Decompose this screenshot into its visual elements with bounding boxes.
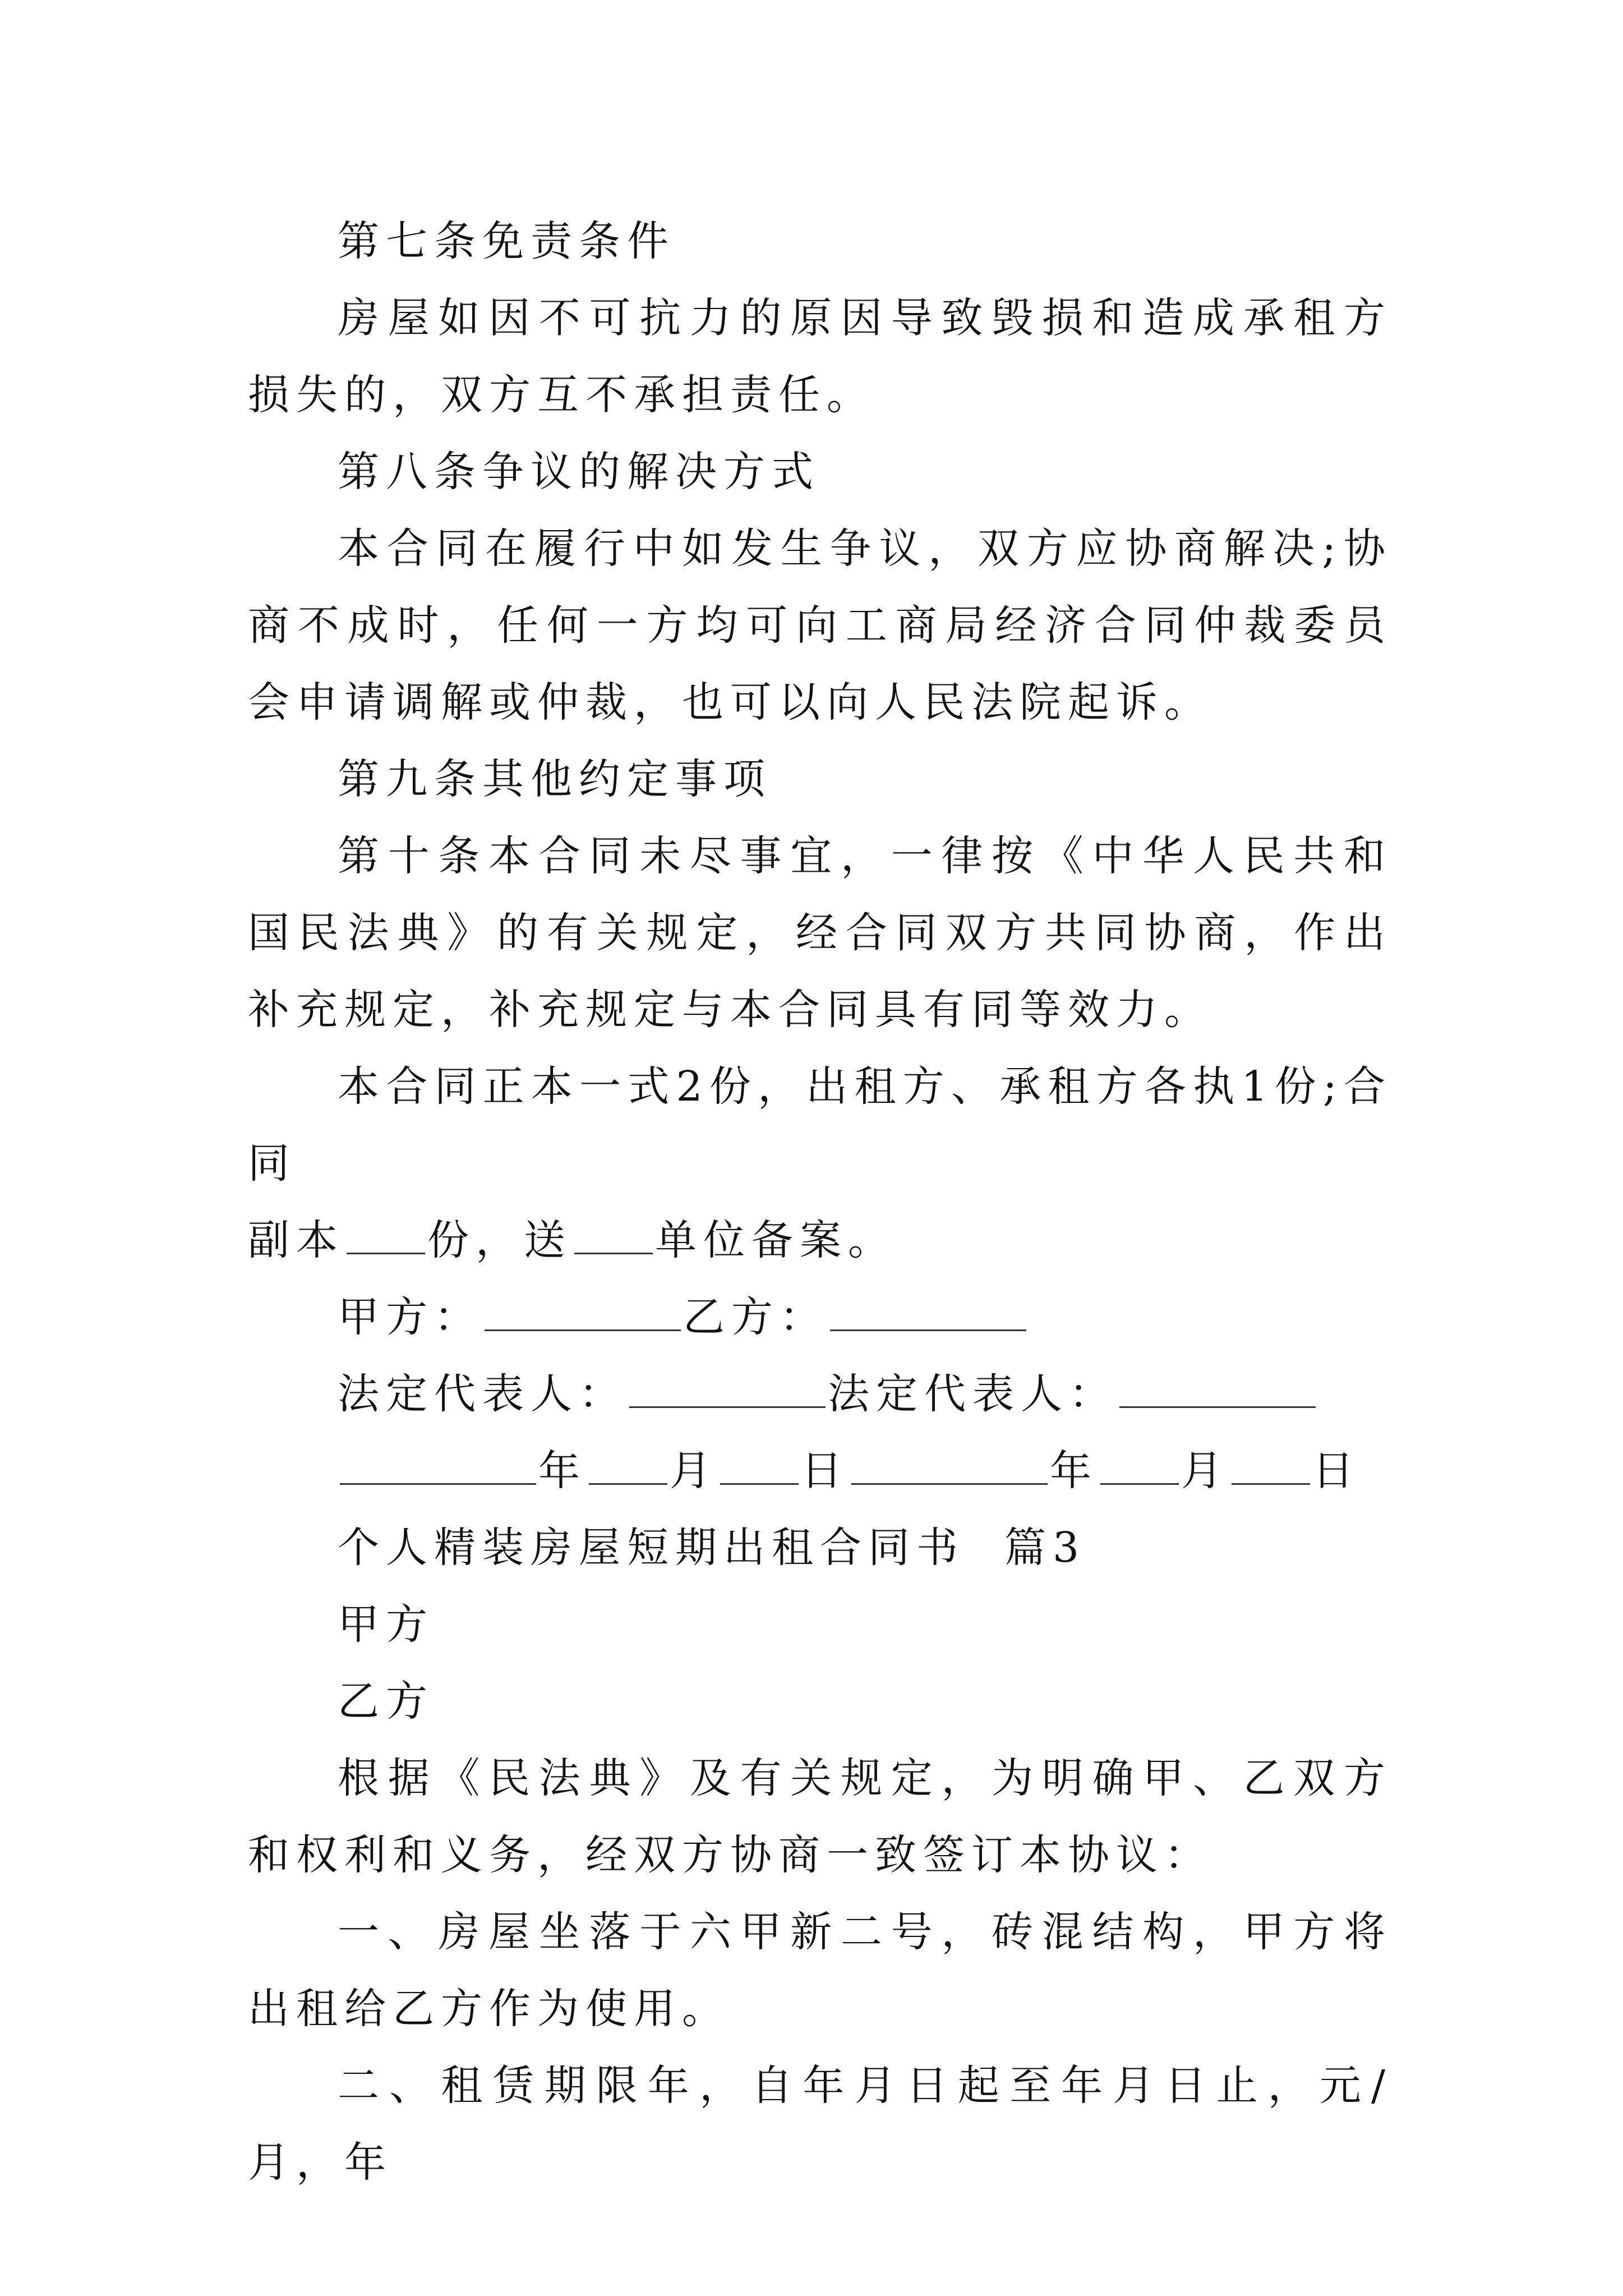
- rep-b-label: 法定代表人：: [828, 1370, 1117, 1418]
- article-8-heading: 第八条争议的解决方式: [338, 448, 820, 496]
- date-day: 日: [801, 1447, 849, 1495]
- article-7-heading: 第七条免责条件: [338, 217, 675, 265]
- section-3-title: 个人精装房屋短期出租合同书 篇3: [338, 1524, 1086, 1572]
- date-month-2: 月: [1181, 1447, 1229, 1495]
- copies-text: 本合同正本一式2份，出租方、承租方各执1份;合同: [248, 1062, 1392, 1188]
- article-8-body: 本合同在履行中如发生争议，双方应协商解决;协商不成时，任何一方均可向工商局经济合同仲裁委员会申请调解或仲裁，也可以向人民法院起诉。: [248, 524, 1392, 726]
- clause-1: 一、房屋坐落于六甲新二号，砖混结构，甲方将出租给乙方作为使用。: [248, 1908, 1392, 2033]
- date-day-2: 日: [1312, 1447, 1361, 1495]
- article-7-body: 房屋如因不可抗力的原因导致毁损和造成承租方损失的，双方互不承担责任。: [248, 294, 1392, 419]
- blank-line: [347, 1205, 425, 1254]
- rep-a-label: 法定代表人：: [338, 1370, 627, 1418]
- article-9-heading: 第九条其他约定事项: [338, 755, 772, 803]
- copies-line-2: [248, 1202, 1392, 1279]
- blank-line: [485, 1282, 681, 1331]
- date-row: [248, 1433, 1392, 1510]
- preamble: 根据《民法典》及有关规定，为明确甲、乙双方和权利和义务，经双方协商一致签订本协议：: [248, 1754, 1392, 1879]
- blank-line: [1232, 1436, 1310, 1485]
- representative-row: [248, 1356, 1392, 1433]
- blank-line: [629, 1359, 826, 1408]
- copies-clause: [248, 1048, 1392, 1202]
- article-10-body: 第十条本合同未尽事宜，一律按《中华人民共和国民法典》的有关规定，经合同双方共同协商，作出补充规定，补充规定与本合同具有同等效力。: [248, 832, 1392, 1034]
- blank-line: [340, 1436, 536, 1485]
- blank-line: [830, 1282, 1026, 1331]
- blank-line: [1119, 1359, 1316, 1408]
- blank-line: [851, 1436, 1048, 1485]
- document-body: [248, 203, 1392, 2201]
- date-year-2: 年: [1050, 1447, 1098, 1495]
- copies-text-c: 单位备案。: [655, 1216, 896, 1264]
- party-signature-row: [248, 1279, 1392, 1356]
- party-a-label: 甲方：: [338, 1293, 482, 1341]
- date-year: 年: [538, 1447, 587, 1495]
- copies-text-a: 副本: [248, 1216, 344, 1264]
- blank-line: [589, 1436, 667, 1485]
- clause-2: 二、租赁期限年，自年月日起至年月日止，元/月，年: [248, 2062, 1392, 2187]
- blank-line: [574, 1205, 653, 1254]
- date-month: 月: [670, 1447, 718, 1495]
- party-a: 甲方: [338, 1600, 434, 1649]
- party-b: 乙方: [338, 1677, 434, 1726]
- copies-text-b: 份，送: [427, 1216, 572, 1264]
- blank-line: [1100, 1436, 1179, 1485]
- party-b-label: 乙方：: [683, 1293, 828, 1341]
- blank-line: [720, 1436, 799, 1485]
